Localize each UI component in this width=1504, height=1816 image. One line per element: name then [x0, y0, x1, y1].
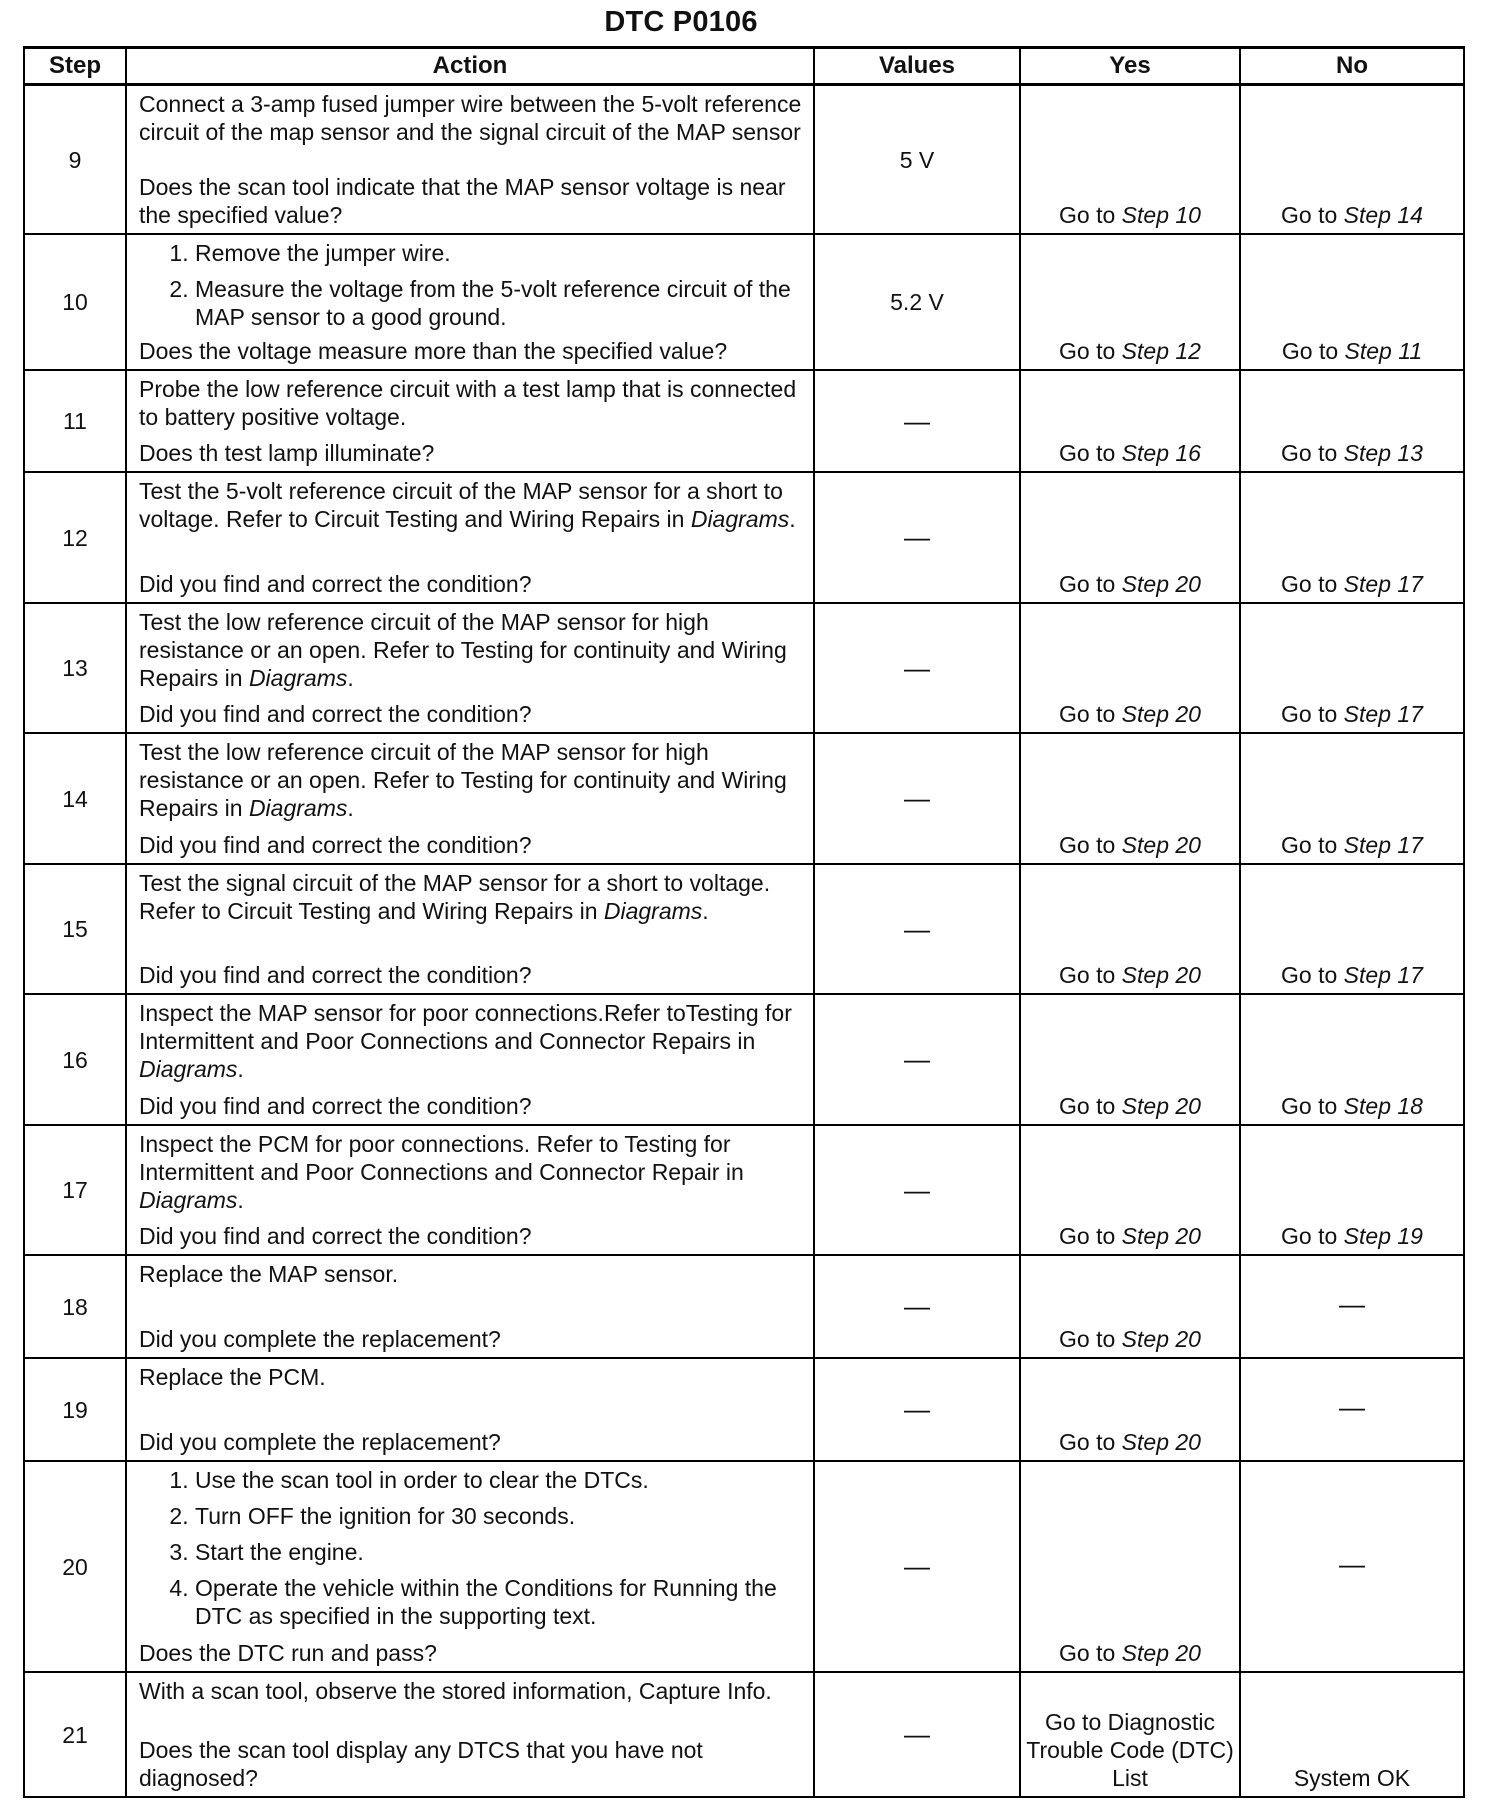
- yes-cell: [1020, 864, 1240, 994]
- goto-step-link: Step 20: [1121, 1093, 1201, 1119]
- action-question: Did you complete the replacement?: [139, 1326, 501, 1352]
- no-cell: [1240, 1461, 1464, 1672]
- values-cell: [814, 994, 1020, 1125]
- action-body: [139, 239, 803, 337]
- yes-cell: [1020, 234, 1240, 370]
- no-cell: [1240, 603, 1464, 733]
- action-reference-italic: Diagrams: [690, 506, 790, 532]
- action-text-main: Test the 5-volt reference circuit of the MAP sensor for a short to voltage. Refer to Circuit Testing and Wiring Repairs in: [139, 478, 783, 532]
- goto-prefix: Go to: [1059, 1326, 1122, 1352]
- action-list-item: 1. Use the scan tool in order to clear the DTCs.: [195, 1466, 803, 1494]
- action-body: [139, 1677, 803, 1711]
- no-cell: [1240, 733, 1464, 864]
- step-number: 17: [24, 1125, 126, 1255]
- action-text: [139, 90, 803, 146]
- step-number: 9: [24, 85, 126, 235]
- step-number: 14: [24, 733, 126, 864]
- table-row: [24, 733, 1464, 864]
- action-content: [139, 239, 803, 365]
- yes-text: Go to Diagnostic Trouble Code (DTC) List: [1026, 1709, 1234, 1791]
- action-question: Did you find and correct the condition?: [139, 962, 532, 988]
- goto-prefix: Go to: [1059, 338, 1122, 364]
- action-list-item: 1. Remove the jumper wire.: [195, 239, 803, 267]
- action-question: Does the scan tool display any DTCS that you have not diagnosed?: [139, 1737, 703, 1791]
- no-text: —: [1339, 1392, 1365, 1422]
- table-row: [24, 234, 1464, 370]
- action-cell: [126, 733, 814, 864]
- step-number: 18: [24, 1255, 126, 1358]
- value-text: —: [904, 522, 930, 552]
- yes-cell: [1020, 994, 1240, 1125]
- action-content: [139, 1130, 803, 1250]
- action-question: Did you find and correct the condition?: [139, 1093, 532, 1119]
- action-content: [139, 869, 803, 989]
- value-text: —: [904, 1291, 930, 1321]
- value-text: —: [904, 913, 930, 944]
- no-cell: [1240, 864, 1464, 994]
- action-content: [139, 1363, 803, 1456]
- action-cell: [126, 234, 814, 370]
- action-cell: [126, 1255, 814, 1358]
- action-text: [139, 1677, 803, 1705]
- yes-cell: [1020, 1125, 1240, 1255]
- goto-step-link: Step 17: [1343, 832, 1423, 858]
- action-list: [139, 239, 803, 331]
- action-cell: [126, 864, 814, 994]
- action-body: [139, 1363, 803, 1397]
- no-text: —: [1339, 1549, 1365, 1579]
- no-cell: [1240, 234, 1464, 370]
- action-content: [139, 1466, 803, 1667]
- action-cell: [126, 370, 814, 472]
- table-row: [24, 1672, 1464, 1797]
- table-row: [24, 370, 1464, 472]
- action-content: [139, 375, 803, 467]
- action-text-main: Inspect the MAP sensor for poor connections.Refer toTesting for Intermittent and Poor Connections and Connector Repairs in: [139, 1000, 792, 1054]
- action-body: [139, 90, 803, 152]
- action-text-main: Test the low reference circuit of the MAP sensor for high resistance or an open. Refer to Testing for continuity and Wiring Repairs in: [139, 609, 787, 691]
- yes-cell: [1020, 733, 1240, 864]
- action-question: Did you find and correct the condition?: [139, 832, 532, 858]
- action-content: [139, 1677, 803, 1792]
- action-body: [139, 999, 803, 1089]
- values-cell: [814, 1125, 1020, 1255]
- action-content: [139, 90, 803, 229]
- action-question: Did you find and correct the condition?: [139, 701, 532, 727]
- action-text-main: Test the low reference circuit of the MAP sensor for high resistance or an open. Refer to Testing for continuity and Wiring Repairs in: [139, 739, 787, 821]
- goto-step-link: Step 20: [1121, 1326, 1201, 1352]
- table-row: [24, 472, 1464, 603]
- yes-cell: [1020, 370, 1240, 472]
- goto-prefix: Go to: [1059, 440, 1122, 466]
- action-reference-italic: Diagrams: [139, 1187, 238, 1213]
- action-content: [139, 999, 803, 1120]
- table-row: [24, 994, 1464, 1125]
- goto-prefix: Go to: [1059, 1093, 1122, 1119]
- goto-step-link: Step 18: [1343, 1093, 1423, 1119]
- action-content: [139, 477, 803, 598]
- goto-prefix: Go to: [1281, 1223, 1344, 1249]
- action-cell: [126, 85, 814, 235]
- dtc-table: [23, 46, 1465, 1798]
- goto-step-link: Step 13: [1343, 440, 1423, 466]
- goto-step-link: Step 20: [1121, 1223, 1201, 1249]
- goto-step-link: Step 19: [1343, 1223, 1423, 1249]
- step-number: 16: [24, 994, 126, 1125]
- step-number: 19: [24, 1358, 126, 1461]
- goto-prefix: Go to: [1059, 1223, 1122, 1249]
- action-text-main: Connect a 3-amp fused jumper wire between the 5-volt reference circuit of the map sensor and the signal circuit of the MAP sensor: [139, 91, 802, 145]
- step-number: 13: [24, 603, 126, 733]
- table-row: [24, 85, 1464, 235]
- goto-prefix: Go to: [1059, 202, 1122, 228]
- goto-prefix: Go to: [1059, 962, 1122, 988]
- action-text: [139, 1260, 803, 1288]
- table-row: [24, 1461, 1464, 1672]
- action-cell: [126, 1125, 814, 1255]
- action-cell: [126, 1672, 814, 1797]
- yes-cell: [1020, 1461, 1240, 1672]
- action-list-item: 4. Operate the vehicle within the Conditions for Running the DTC as specified in the supporting text.: [195, 1574, 803, 1630]
- action-body: [139, 1466, 803, 1636]
- yes-cell: [1020, 85, 1240, 235]
- step-number: 10: [24, 234, 126, 370]
- values-cell: [814, 864, 1020, 994]
- goto-step-link: Step 16: [1121, 440, 1201, 466]
- yes-cell: [1020, 472, 1240, 603]
- goto-prefix: Go to: [1281, 1093, 1344, 1119]
- action-body: [139, 1260, 803, 1294]
- values-cell: [814, 85, 1020, 235]
- action-content: [139, 608, 803, 728]
- header-no: No: [1240, 48, 1464, 85]
- action-text: [139, 477, 803, 533]
- action-question: Did you find and correct the condition?: [139, 1223, 532, 1249]
- action-reference-italic: Diagrams: [248, 665, 348, 691]
- action-text-tail: .: [789, 506, 796, 532]
- action-text-main: Replace the PCM.: [139, 1364, 326, 1390]
- goto-prefix: Go to: [1059, 701, 1122, 727]
- action-text-tail: .: [237, 1056, 244, 1082]
- goto-step-link: Step 14: [1343, 202, 1423, 228]
- value-text: —: [904, 1174, 930, 1205]
- yes-cell: [1020, 1255, 1240, 1358]
- goto-step-link: Step 20: [1121, 571, 1201, 597]
- values-cell: [814, 370, 1020, 472]
- action-reference-italic: Diagrams: [603, 898, 703, 924]
- action-text-main: Replace the MAP sensor.: [139, 1261, 399, 1287]
- action-question: Did you complete the replacement?: [139, 1429, 501, 1455]
- action-text: [139, 1363, 803, 1391]
- step-number: 12: [24, 472, 126, 603]
- goto-step-link: Step 20: [1121, 832, 1201, 858]
- no-cell: [1240, 1358, 1464, 1461]
- goto-prefix: Go to: [1059, 832, 1122, 858]
- values-cell: [814, 733, 1020, 864]
- value-text: —: [904, 783, 930, 813]
- action-question: Does the scan tool indicate that the MAP sensor voltage is near the specified value?: [139, 174, 786, 228]
- action-list: [139, 1466, 803, 1630]
- action-text-main: With a scan tool, observe the stored information, Capture Info.: [139, 1678, 772, 1704]
- action-text-tail: .: [237, 1187, 244, 1213]
- header-values: Values: [814, 48, 1020, 85]
- action-cell: [126, 603, 814, 733]
- value-text: —: [904, 1394, 930, 1424]
- table-row: [24, 1125, 1464, 1255]
- table-body: [24, 85, 1464, 1798]
- yes-cell: [1020, 1358, 1240, 1461]
- table-row: [24, 603, 1464, 733]
- action-list-item: 2. Measure the voltage from the 5-volt reference circuit of the MAP sensor to a good ground.: [195, 275, 803, 331]
- goto-prefix: Go to: [1281, 701, 1344, 727]
- value-text: 5 V: [899, 146, 935, 173]
- step-number: 21: [24, 1672, 126, 1797]
- action-body: [139, 608, 803, 698]
- step-number: 15: [24, 864, 126, 994]
- no-cell: [1240, 85, 1464, 235]
- goto-prefix: Go to: [1059, 1640, 1122, 1666]
- action-text-main: Inspect the PCM for poor connections. Refer to Testing for Intermittent and Poor Connections and Connector Repair in: [139, 1131, 744, 1185]
- values-cell: [814, 472, 1020, 603]
- goto-step-link: Step 10: [1121, 202, 1201, 228]
- action-text: [139, 869, 803, 925]
- action-content: [139, 1260, 803, 1353]
- action-body: [139, 375, 803, 437]
- goto-prefix: Go to: [1281, 202, 1344, 228]
- goto-step-link: Step 20: [1121, 962, 1201, 988]
- value-text: —: [904, 1044, 930, 1074]
- no-text: System OK: [1293, 1765, 1411, 1791]
- goto-step-link: Step 12: [1121, 338, 1201, 364]
- goto-step-link: Step 20: [1121, 1429, 1201, 1455]
- action-body: [139, 869, 803, 931]
- yes-cell: [1020, 1672, 1240, 1797]
- no-cell: [1240, 994, 1464, 1125]
- value-text: —: [904, 1551, 930, 1581]
- action-text-main: Test the signal circuit of the MAP sensor for a short to voltage. Refer to Circuit Testing and Wiring Repairs in: [139, 870, 771, 924]
- no-cell: [1240, 370, 1464, 472]
- action-body: [139, 1130, 803, 1220]
- goto-step-link: Step 17: [1343, 701, 1423, 727]
- goto-prefix: Go to: [1281, 571, 1344, 597]
- goto-step-link: Step 17: [1343, 571, 1423, 597]
- value-text: —: [904, 652, 930, 683]
- action-text-tail: .: [347, 665, 354, 691]
- values-cell: [814, 1358, 1020, 1461]
- no-cell: [1240, 472, 1464, 603]
- no-cell: [1240, 1255, 1464, 1358]
- table-row: [24, 1255, 1464, 1358]
- step-number: 20: [24, 1461, 126, 1672]
- goto-prefix: Go to: [1281, 832, 1344, 858]
- goto-step-link: Step 17: [1343, 962, 1423, 988]
- action-body: [139, 738, 803, 828]
- value-text: —: [904, 1719, 930, 1749]
- goto-prefix: Go to: [1281, 440, 1344, 466]
- step-number: 11: [24, 370, 126, 472]
- table-row: [24, 864, 1464, 994]
- no-cell: [1240, 1672, 1464, 1797]
- values-cell: [814, 234, 1020, 370]
- header-action: Action: [126, 48, 814, 85]
- values-cell: [814, 1461, 1020, 1672]
- action-question: Did you find and correct the condition?: [139, 571, 532, 597]
- action-list-item: 3. Start the engine.: [195, 1538, 803, 1566]
- action-text: [139, 608, 803, 692]
- values-cell: [814, 1672, 1020, 1797]
- values-cell: [814, 1255, 1020, 1358]
- action-cell: [126, 994, 814, 1125]
- action-text-tail: .: [702, 898, 709, 924]
- action-reference-italic: Diagrams: [248, 795, 348, 821]
- action-cell: [126, 1358, 814, 1461]
- table-row: [24, 1358, 1464, 1461]
- action-reference-italic: Diagrams: [139, 1056, 238, 1082]
- action-question: Does the voltage measure more than the specified value?: [139, 338, 728, 364]
- goto-prefix: Go to: [1059, 571, 1122, 597]
- action-cell: [126, 472, 814, 603]
- document-title: DTC P0106: [604, 6, 758, 38]
- goto-prefix: Go to: [1059, 1429, 1122, 1455]
- header-step: Step: [24, 48, 126, 85]
- goto-prefix: Go to: [1281, 962, 1344, 988]
- value-text: 5.2 V: [890, 289, 944, 315]
- value-text: —: [904, 405, 930, 436]
- goto-prefix: Go to: [1281, 338, 1345, 364]
- action-text-tail: .: [347, 795, 354, 821]
- no-text: —: [1339, 1289, 1365, 1319]
- table-header-row: [24, 48, 1464, 85]
- action-text: [139, 1130, 803, 1214]
- goto-step-link: Step 20: [1121, 701, 1201, 727]
- action-cell: [126, 1461, 814, 1672]
- action-body: [139, 477, 803, 539]
- yes-cell: [1020, 603, 1240, 733]
- goto-step-link: Step 20: [1121, 1640, 1201, 1666]
- action-text: [139, 999, 803, 1083]
- no-cell: [1240, 1125, 1464, 1255]
- action-text: [139, 375, 803, 431]
- action-text: [139, 738, 803, 822]
- action-question: Does th test lamp illuminate?: [139, 440, 435, 466]
- values-cell: [814, 603, 1020, 733]
- action-question: Does the DTC run and pass?: [139, 1640, 437, 1666]
- action-text-main: Probe the low reference circuit with a test lamp that is connected to battery positive voltage.: [139, 376, 797, 430]
- action-content: [139, 738, 803, 859]
- header-yes: Yes: [1020, 48, 1240, 85]
- action-list-item: 2. Turn OFF the ignition for 30 seconds.: [195, 1502, 803, 1530]
- goto-step-link: Step 11: [1344, 338, 1423, 364]
